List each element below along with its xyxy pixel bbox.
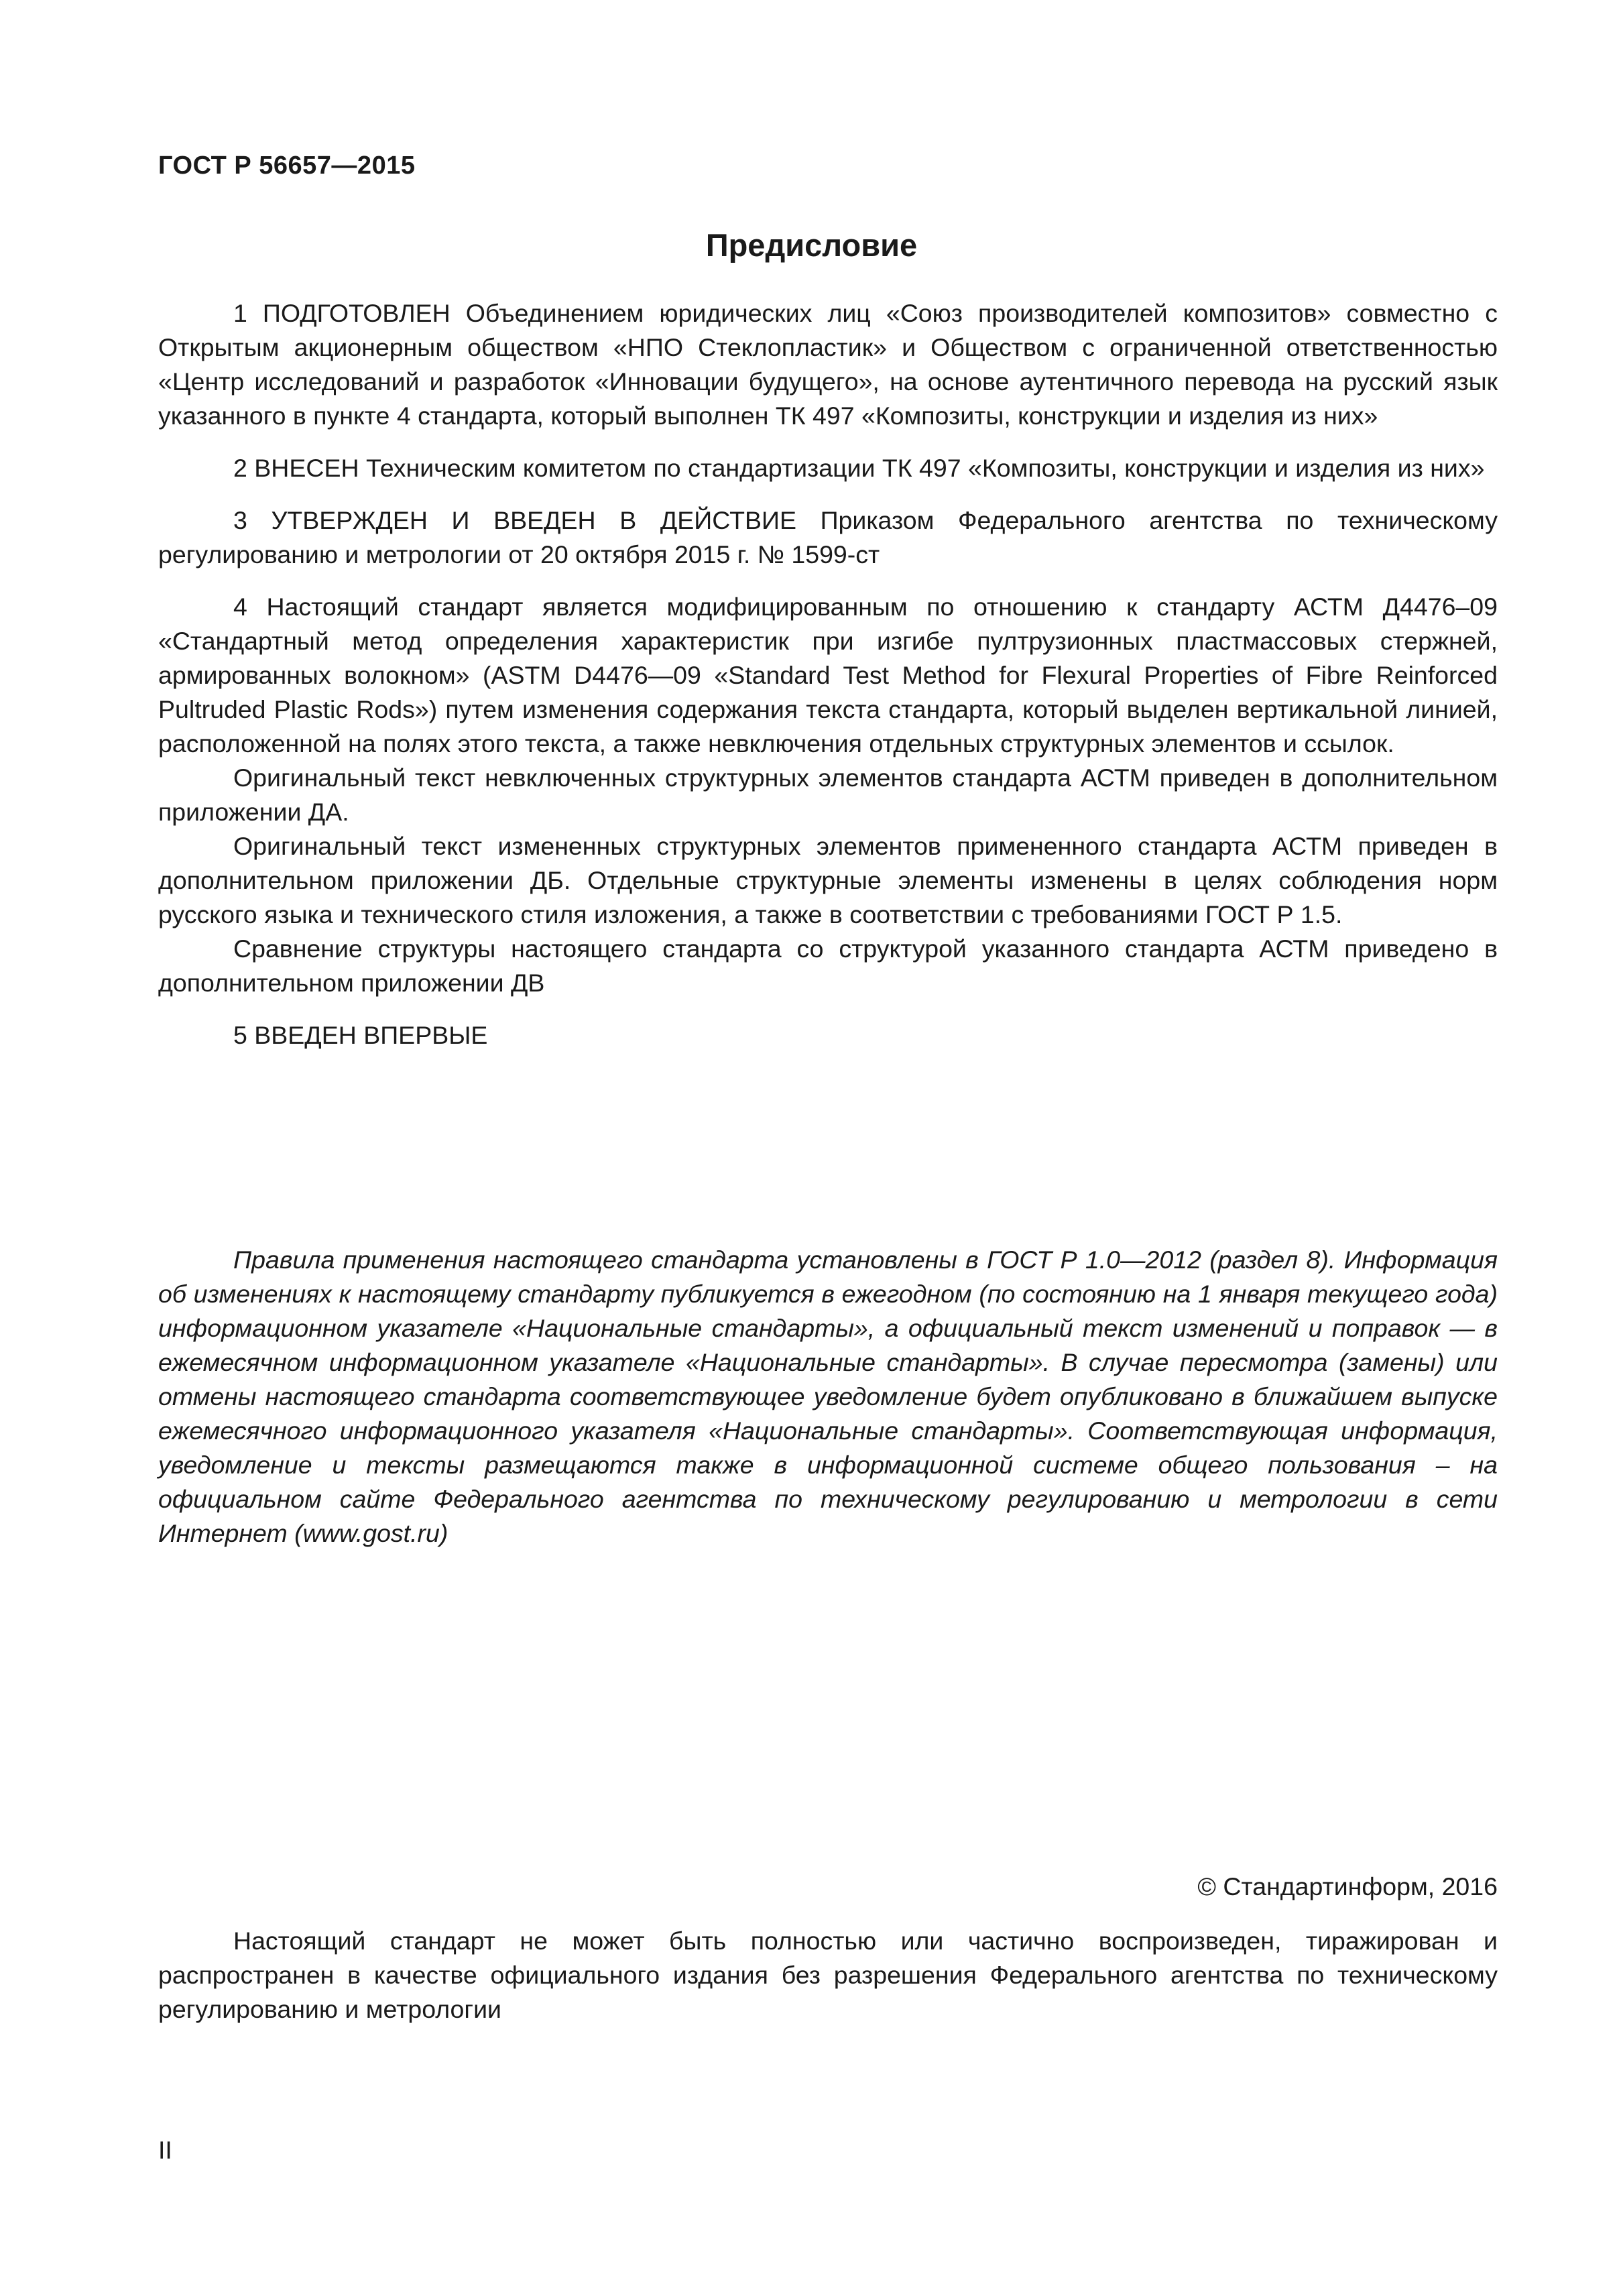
paragraph-4-annex-da: Оригинальный текст невключенных структурных элементов стандарта АСТМ приведен в дополнительном приложении ДА. [158, 764, 1498, 826]
page-title: Предисловие [705, 227, 918, 263]
page-number: II [158, 2136, 172, 2164]
paragraph-3: 3 УТВЕРЖДЕН И ВВЕДЕН В ДЕЙСТВИЕ Приказом Федерального агентства по техническому регулированию и метрологии от 20 октября 2015 г. № 1599-ст [158, 506, 1498, 568]
document-header: ГОСТ Р 56657—2015 [158, 152, 416, 180]
paragraph-4-annex-db: Оригинальный текст измененных структурных элементов примененного стандарта АСТМ приведен в дополнительном приложении ДБ. Отдельные структурные элементы изменены в целях соблюдения норм русского языка и технического стиля изложения, а также в соответствии с требованиями ГОСТ Р 1.5. [158, 832, 1498, 928]
rules-note: Правила применения настоящего стандарта установлены в ГОСТ Р 1.0—2012 (раздел 8). Информация об изменениях к настоящему стандарту публикуется в ежегодном (по состоянию на 1 января текущего года) информационном указателе «Национальные стандарты», а официальный текст изменений и поправок — в ежемесячном информационном указателе «Национальные стандарты». В случае пересмотра (замены) или отмены настоящего стандарта соответствующее уведомление будет опубликовано в ближайшем выпуске ежемесячного информационного указателя «Национальные стандарты». Соответствующая информация, уведомление и тексты размещаются также в информационной системе общего пользования – на официальном сайте Федерального агентства по техническому регулированию и метрологии в сети Интернет (www.gost.ru) [158, 1246, 1498, 1547]
copyright-line: © Стандартинформ, 2016 [1197, 1872, 1498, 1900]
paragraph-4: 4 Настоящий стандарт является модифицированным по отношению к стандарту АСТМ Д4476–09 «Стандартный метод определения характеристик при изгибе пултрузионных пластмассовых стержней, армированных волокном» (ASTM D4476—09 «Standard Test Method for Flexural Properties of Fibre Reinforced Pultruded Plastic Rods») путем изменения содержания текста стандарта, который выделен вертикальной линией, расположенной на полях этого текста, а также невключения отдельных структурных элементов и ссылок. [158, 593, 1498, 758]
paragraph-1: 1 ПОДГОТОВЛЕН Объединением юридических лиц «Союз производителей композитов» совместно с Открытым акционерным обществом «НПО Стеклопластик» и Обществом с ограниченной ответственностью «Центр исследований и разработок «Инновации будущего», на основе аутентичного перевода на русский язык указанного в пункте 4 стандарта, который выполнен ТК 497 «Композиты, конструкции и изделия из них» [158, 299, 1498, 430]
paragraph-4-annex-dv: Сравнение структуры настоящего стандарта со структурой указанного стандарта АСТМ приведено в дополнительном приложении ДВ [158, 934, 1498, 997]
paragraph-5: 5 ВВЕДЕН ВПЕРВЫЕ [233, 1021, 488, 1049]
reproduction-notice: Настоящий стандарт не может быть полностью или частично воспроизведен, тиражирован и распространен в качестве официального издания без разрешения Федерального агентства по техническому регулированию и метрологии [158, 1927, 1498, 2023]
paragraph-2: 2 ВНЕСЕН Техническим комитетом по стандартизации ТК 497 «Композиты, конструкции и изделия из них» [233, 454, 1485, 482]
preface-body [158, 296, 1498, 1052]
